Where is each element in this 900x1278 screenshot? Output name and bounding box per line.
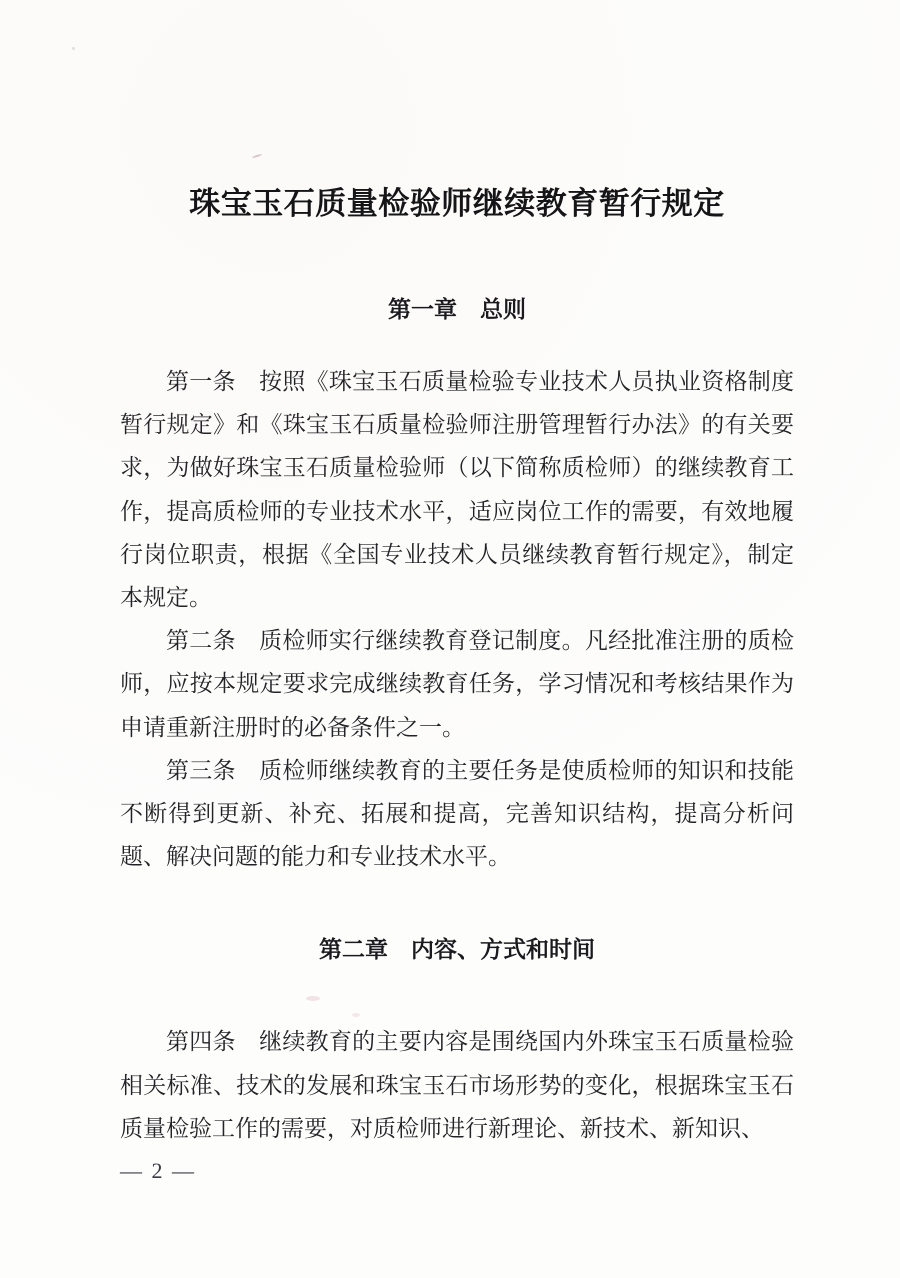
document-title: 珠宝玉石质量检验师继续教育暂行规定 [189, 186, 725, 221]
chapter-1-heading: 第一章 总则 [388, 296, 526, 322]
scan-speckle [72, 47, 75, 50]
article-4-paragraph: 第四条 继续教育的主要内容是围绕国内外珠宝玉石质量检验相关标准、技术的发展和珠宝玉石市场形势的变化，根据珠宝玉石质量检验工作的需要，对质检师进行新理论、新技术、新知识、 [120, 1029, 794, 1141]
scan-speckle [352, 1013, 360, 1017]
article-1-paragraph: 第一条 按照《珠宝玉石质量检验专业技术人员执业资格制度暂行规定》和《珠宝玉石质量检验师注册管理暂行办法》的有关要求，为做好珠宝玉石质量检验师（以下简称质检师）的继续教育工作，提高质检师的专业技术水平，适应岗位工作的需要，有效地履行岗位职责，根据《全国专业技术人员继续教育暂行规定》，制定本规定。 [120, 369, 794, 611]
article-2-paragraph: 第二条 质检师实行继续教育登记制度。凡经批准注册的质检师，应按本规定要求完成继续教育任务，学习情况和考核结果作为申请重新注册时的必备条件之一。 [120, 628, 794, 740]
chapter-2-heading: 第二章 内容、方式和时间 [319, 936, 595, 963]
page-number: — 2 — [120, 1158, 196, 1184]
scan-speckle [306, 996, 320, 1001]
scan-speckle [252, 154, 262, 159]
article-3-paragraph: 第三条 质检师继续教育的主要任务是使质检师的知识和技能不断得到更新、补充、拓展和提高，完善知识结构，提高分析问题、解决问题的能力和专业技术水平。 [120, 757, 794, 870]
